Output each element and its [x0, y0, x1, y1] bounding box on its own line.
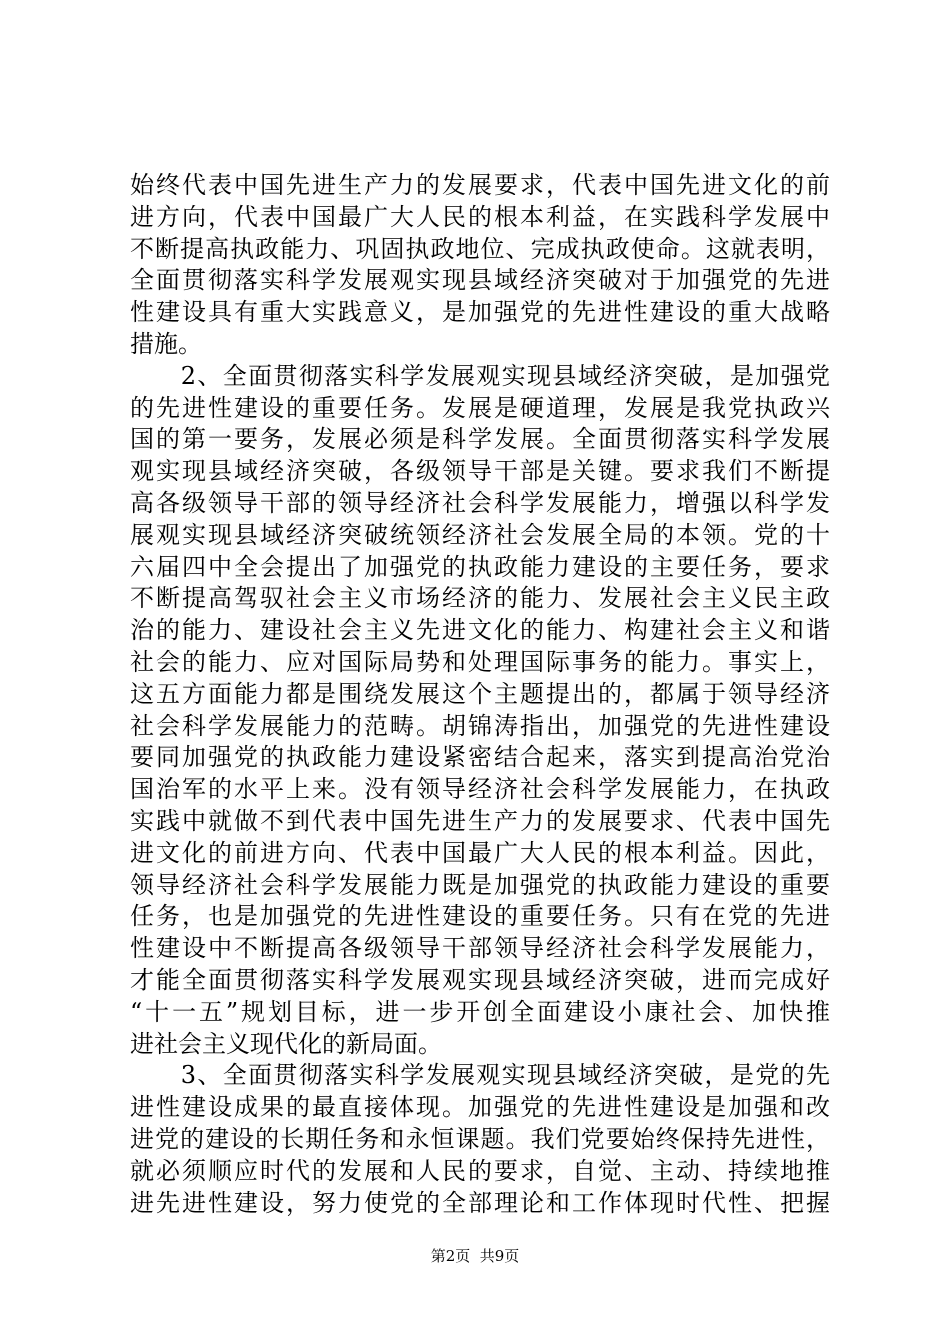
text-line: 进性建设成果的最直接体现。加强党的先进性建设是加强和改	[130, 1093, 830, 1122]
text-line: 观实现县域经济突破，各级领导干部是关键。要求我们不断提	[130, 457, 830, 486]
text-line: 社会科学发展能力的范畴。胡锦涛指出，加强党的先进性建设	[130, 711, 830, 740]
text-line: 不断提高驾驭社会主义市场经济的能力、发展社会主义民主政	[130, 584, 830, 613]
text-line: 治的能力、建设社会主义先进文化的能力、构建社会主义和谐	[130, 616, 830, 645]
text-line: 的先进性建设的重要任务。发展是硬道理，发展是我党执政兴	[130, 393, 830, 422]
text-line: 展观实现县域经济突破统领经济社会发展全局的本领。党的十	[130, 520, 830, 549]
text-line: 不断提高执政能力、巩固执政地位、完成执政使命。这就表明，	[130, 234, 830, 263]
text-line: 国的第一要务，发展必须是科学发展。全面贯彻落实科学发展	[130, 425, 830, 454]
text-line: 就必须顺应时代的发展和人民的要求，自觉、主动、持续地推	[130, 1156, 830, 1185]
body-text	[130, 170, 830, 1219]
text-line: 性建设中不断提高各级领导干部领导经济社会科学发展能力，	[130, 934, 830, 963]
text-line: 进社会主义现代化的新局面。	[130, 1029, 442, 1058]
text-line: 领导经济社会科学发展能力既是加强党的执政能力建设的重要	[130, 870, 830, 899]
text-line: 性建设具有重大实践意义，是加强党的先进性建设的重大战略	[130, 298, 830, 327]
text-line: 3、全面贯彻落实科学发展观实现县域经济突破，是党的先	[130, 1061, 830, 1090]
text-line: 始终代表中国先进生产力的发展要求，代表中国先进文化的前	[130, 171, 830, 199]
page-number-label: 第2页 共9页	[430, 1247, 520, 1265]
text-line: 进先进性建设，努力使党的全部理论和工作体现时代性、把握	[130, 1188, 830, 1217]
page-footer	[0, 1246, 950, 1266]
text-line: “十一五”规划目标，进一步开创全面建设小康社会、加快推	[130, 997, 830, 1026]
text-line: 进方向，代表中国最广大人民的根本利益，在实践科学发展中	[130, 202, 830, 231]
text-line: 措施。	[130, 329, 202, 358]
text-line: 要同加强党的执政能力建设紧密结合起来，落实到提高治党治	[130, 743, 830, 772]
text-line: 高各级领导干部的领导经济社会科学发展能力，增强以科学发	[130, 488, 830, 517]
text-line: 全面贯彻落实科学发展观实现县域经济突破对于加强党的先进	[130, 266, 830, 295]
text-line: 进文化的前进方向、代表中国最广大人民的根本利益。因此，	[130, 838, 830, 867]
text-line: 才能全面贯彻落实科学发展观实现县域经济突破，进而完成好	[130, 965, 830, 994]
text-line: 这五方面能力都是围绕发展这个主题提出的，都属于领导经济	[130, 679, 830, 708]
text-line: 2、全面贯彻落实科学发展观实现县域经济突破，是加强党	[130, 361, 830, 390]
text-line: 实践中就做不到代表中国先进生产力的发展要求、代表中国先	[130, 806, 830, 835]
text-line: 六届四中全会提出了加强党的执政能力建设的主要任务，要求	[130, 552, 830, 581]
text-line: 任务，也是加强党的先进性建设的重要任务。只有在党的先进	[130, 902, 830, 931]
text-line: 社会的能力、应对国际局势和处理国际事务的能力。事实上，	[130, 647, 830, 676]
text-line: 国治军的水平上来。没有领导经济社会科学发展能力，在执政	[130, 775, 830, 804]
text-line: 进党的建设的长期任务和永恒课题。我们党要始终保持先进性，	[130, 1124, 830, 1153]
